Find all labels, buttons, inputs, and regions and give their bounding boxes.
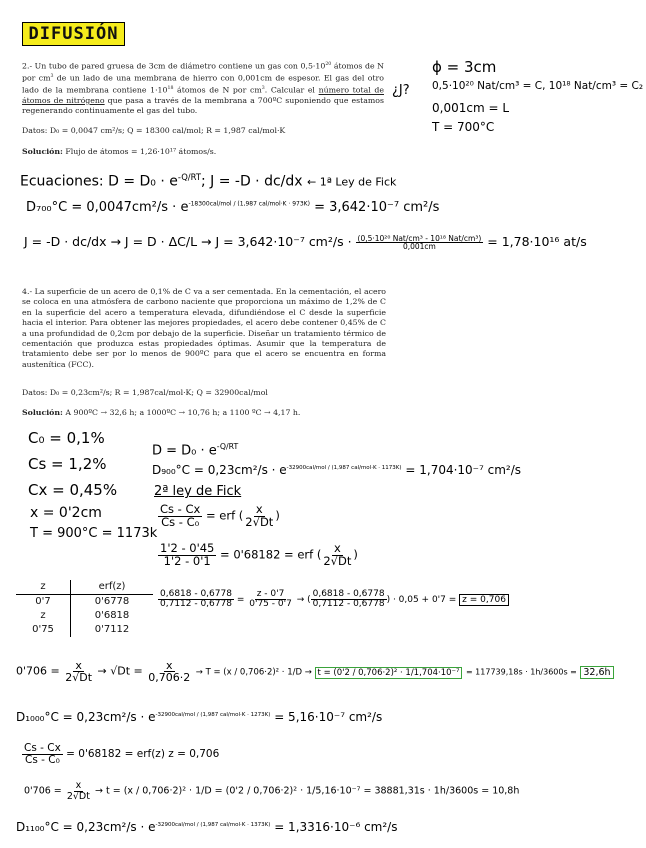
interp-tail: · 0,05 + 0'7 = (392, 595, 457, 605)
fraction-numerator: 0,6818 - 0,6778 (312, 589, 385, 599)
t-900-result-box: 32,6h (580, 666, 613, 679)
d700-line (26, 200, 439, 215)
interp-fraction-a (158, 590, 234, 609)
d700-result: = 3,642·10⁻⁷ cm²/s (314, 200, 440, 215)
fraction-denominator: 2√Dt (323, 553, 352, 568)
interp-fraction-b (247, 590, 294, 609)
fraction-numerator: z - 0'7 (256, 589, 285, 599)
substitution-ratio (158, 543, 216, 567)
exponent: -32900cal/mol / (1,987 cal/mol·K · 1373K) (155, 822, 271, 828)
arrow: → (296, 595, 305, 605)
t-fraction (146, 660, 192, 683)
fraction-numerator: x (75, 780, 82, 791)
problem-2-statement (22, 60, 384, 117)
concentration-ratio (158, 504, 202, 528)
table-header-z: z (16, 580, 71, 595)
table-cell: 0'7 (16, 595, 71, 610)
exponent: 3 (261, 86, 265, 91)
erf-argument (243, 504, 275, 528)
statement-text: . Calcular el (264, 85, 319, 95)
problem-4-statement: 4.- La superficie de un acero de 0,1% de C va a ser cementada. En la cementación, el acero se coloca en una atmósfera de carbono naciente que proporciona un máximo de 1,2% de C en la superficie del acero a temperatura elevada, difundiéndose el C desde la superficie hacia el interior. Para obtener las mejores propiedades, el acero debe contener 0,45% de C a una profundidad de 0,2cm por debajo de la superficie. Diseñar un tratamiento térmico de cementación que produzca estas propiedades óptimas. Asumir que la temperatura de tratamiento debe ser por lo menos de 900ºC para que el acero se encuentra en forma austenítica (FCC). (22, 287, 386, 369)
ratio-line (22, 743, 219, 765)
erf-label: = erf (205, 508, 236, 523)
fraction-numerator: x (255, 502, 263, 516)
fraction-denominator: Cs - C₀ (25, 753, 60, 766)
given-cx: Cx = 0,45% (28, 481, 118, 499)
table-cell: 0'75 (16, 623, 71, 637)
exponent: 18 (167, 86, 174, 91)
question-mark-note: ¿J? (392, 83, 410, 98)
fraction-numerator: x (75, 659, 82, 672)
statement-text: de un lado de una membrana de hierro con 0,001cm de espesor. El gas del otro lado de la membrana contiene 1·10 (22, 73, 384, 95)
fraction-denominator: 0,001cm (402, 242, 436, 251)
d900-formula: D₉₀₀°C = 0,23cm²/s · e (152, 463, 287, 477)
fraction-numerator: x (333, 541, 341, 555)
table-cell: 0'6818 (94, 610, 130, 621)
given-t: T = 900°C = 1173k (30, 526, 158, 541)
fraction-denominator: 1'2 - 0'1 (163, 553, 211, 568)
fick2-equation: $\frac{Cs - Cx}{\text{Cs - C₀}}$ = erf ( $\frac{x}{2√Dt}$ ) (160, 502, 280, 529)
d1100-result: = 1,3316·10⁻⁶ cm²/s (274, 820, 398, 834)
t-eq-start: 0'706 = (16, 664, 60, 678)
ratio-fraction (22, 743, 63, 765)
fraction-denominator: 2√Dt (65, 671, 93, 684)
t-eq-start: 0'706 = (24, 785, 62, 797)
exponent: -18300cal/mol / (1,987 cal/mol·K · 973K) (188, 200, 310, 208)
t-boxed-formula: t = (0'2 / 0,706·2)² · 1/1,704·10⁻⁷ (315, 667, 463, 679)
flux-derivation: J = -D · dc/dx → J = D · ΔC/L → J = 3,642·10⁻⁷ cm²/s · (24, 234, 356, 249)
d1000-formula: D₁₀₀₀°C = 0,23cm²/s · e (16, 710, 156, 724)
statement-text: que pasa a través de la membrana a 700ºC suponiendo que estamos regenerando continuamente el gas del tubo. (22, 96, 384, 116)
fraction-denominator: Cs - C₀ (161, 514, 200, 529)
erf-value: = 0'68182 = erf (220, 547, 314, 562)
solucion-label: Solución: (22, 408, 63, 417)
given-cs: Cs = 1,2% (28, 455, 107, 473)
t-fraction (65, 781, 92, 801)
page-title: DIFUSIÓN (22, 22, 125, 46)
erf-table (16, 580, 153, 637)
statement-text: 2.- Un tubo de pared gruesa de 3cm de diámetro contiene un gas con 0,5·10 (22, 61, 326, 71)
exponent: -32900cal/mol / (1,987 cal/mol·K · 1173K) (286, 465, 402, 471)
fick-law-note: ← 1ª Ley de Fick (307, 175, 397, 189)
fraction-denominator: 0,7112 - 0,6778 (160, 599, 232, 609)
ratio-value: = 0'68182 = erf(z) z = 0,706 (66, 748, 220, 760)
table-row (16, 609, 153, 623)
table-row (16, 623, 153, 637)
table-header-erf: erf(z) (71, 580, 154, 595)
ecuaciones-label: Ecuaciones: (20, 173, 104, 190)
fraction-denominator: 0,706·2 (148, 671, 191, 684)
statement-text: átomos de N por cm (173, 85, 262, 95)
problem-4-solucion (22, 408, 300, 417)
diffusion-formula: D = D₀ · e (108, 173, 178, 190)
problem-2-datos: Datos: D₀ = 0,0047 cm²/s; Q = 18300 cal/mol; R = 1,987 cal/mol·K (22, 126, 286, 135)
flux-line (24, 234, 587, 251)
fraction-numerator: Cs - Cx (24, 742, 61, 754)
d1100-line (16, 820, 397, 834)
d-definition (152, 442, 238, 458)
note-temperature: T = 700°C (432, 120, 495, 134)
table-cell: 0'6778 (94, 596, 130, 607)
exponent: -Q/RT (216, 442, 239, 451)
t-sqrt: → √Dt = (97, 664, 143, 678)
flux-result: = 1,78·10¹⁶ at/s (487, 234, 587, 249)
time-1000-line (24, 781, 519, 801)
interpolation-line: $\frac{0,6818 - 0,6778}{0,7112 - 0,6778}$ = $\frac{z - 0'7}{0'75 - 0'7}$ → ( $\frac{0,6818 - 0,6778}{0,7112 - 0,6778}$ ) · 0,05 + 0'7 = z = 0,706 (158, 590, 509, 609)
fraction-numerator: 0,6818 - 0,6778 (160, 589, 232, 599)
substitution-equation: $\frac{1'2 - 0'45}{1'2 - 0'1}$ = 0'68182 = erf ( $\frac{x}{2√Dt}$ ) (160, 541, 358, 568)
solucion-text: A 900ºC → 32,6 h; a 1000ºC → 10,76 h; a 1100 ºC → 4,17 h. (62, 408, 301, 417)
d1000-line (16, 710, 382, 724)
note-diameter: ϕ = 3cm (432, 58, 497, 76)
statement-text: átomos de N por cm (22, 61, 384, 83)
d1000-result: = 5,16·10⁻⁷ cm²/s (274, 710, 383, 724)
fraction-denominator: 2√Dt (66, 790, 90, 802)
exponent: 20 (325, 62, 332, 67)
exponent: -Q/RT (177, 172, 201, 182)
table-header-row (16, 580, 153, 595)
fraction-denominator: 2√Dt (245, 514, 274, 529)
d700-formula: D₇₀₀°C = 0,0047cm²/s · e (26, 200, 189, 215)
solucion-label: Solución: (22, 147, 63, 156)
t-derivation: → T = (x / 0,706·2)² · 1/D → (195, 667, 315, 678)
interp-fraction-c (311, 590, 387, 609)
table-row (16, 595, 153, 610)
note-thickness: 0,001cm = L (432, 101, 510, 115)
problem-2-solucion (22, 147, 216, 156)
flux-formula: ; J = -D · dc/dx (200, 173, 303, 190)
fraction-numerator: (0,5·10²⁰ Nat/cm³ - 10¹⁸ Nat/cm³) (357, 233, 482, 243)
z-result-box: z = 0,706 (459, 594, 509, 606)
table-cell: z (16, 609, 71, 623)
t-conversion: = 117739,18s · 1h/3600s = (465, 667, 577, 677)
problem-4-datos: Datos: D₀ = 0,23cm²/s; R = 1,987cal/mol·K; Q = 32900cal/mol (22, 388, 268, 397)
fick-second-law: 2ª ley de Fick (154, 484, 242, 499)
fraction-numerator: x (166, 659, 173, 672)
fraction-numerator: 1'2 - 0'45 (160, 541, 215, 555)
underlined-phrase: número total de átomos de nitrógeno (22, 85, 384, 105)
d900-result: = 1,704·10⁻⁷ cm²/s (405, 463, 522, 477)
fraction-numerator: Cs - Cx (160, 502, 201, 516)
d-formula: D = D₀ · e (152, 443, 217, 459)
ecuaciones-line (20, 172, 396, 190)
t-fraction (63, 660, 94, 683)
fraction-denominator: 0,7112 - 0,6778 (312, 599, 385, 609)
solucion-text: Flujo de átomos = 1,26·10¹⁷ átomos/s. (62, 147, 217, 156)
flux-fraction (356, 235, 484, 251)
fraction-denominator: 0'75 - 0'7 (249, 599, 292, 609)
note-concentrations: 0,5·10²⁰ Nat/cm³ = C, 10¹⁸ Nat/cm³ = C₂ (432, 80, 644, 92)
exponent: 3 (50, 74, 54, 79)
given-c0: C₀ = 0,1% (28, 429, 105, 447)
d900-line (152, 463, 521, 477)
d1100-formula: D₁₁₀₀°C = 0,23cm²/s · e (16, 820, 156, 834)
exponent: -32900cal/mol / (1,987 cal/mol·K · 1273K) (155, 712, 271, 718)
table-cell: 0'7112 (94, 624, 130, 635)
t-1000-derivation: → t = (x / 0,706·2)² · 1/D = (0'2 / 0,706·2)² · 1/5,16·10⁻⁷ = 38881,31s · 1h/3600s = 10,8h (94, 785, 520, 797)
erf-argument (321, 543, 353, 567)
given-x: x = 0'2cm (30, 505, 102, 521)
equals-sign: = (236, 595, 245, 605)
time-900-line (16, 660, 614, 683)
